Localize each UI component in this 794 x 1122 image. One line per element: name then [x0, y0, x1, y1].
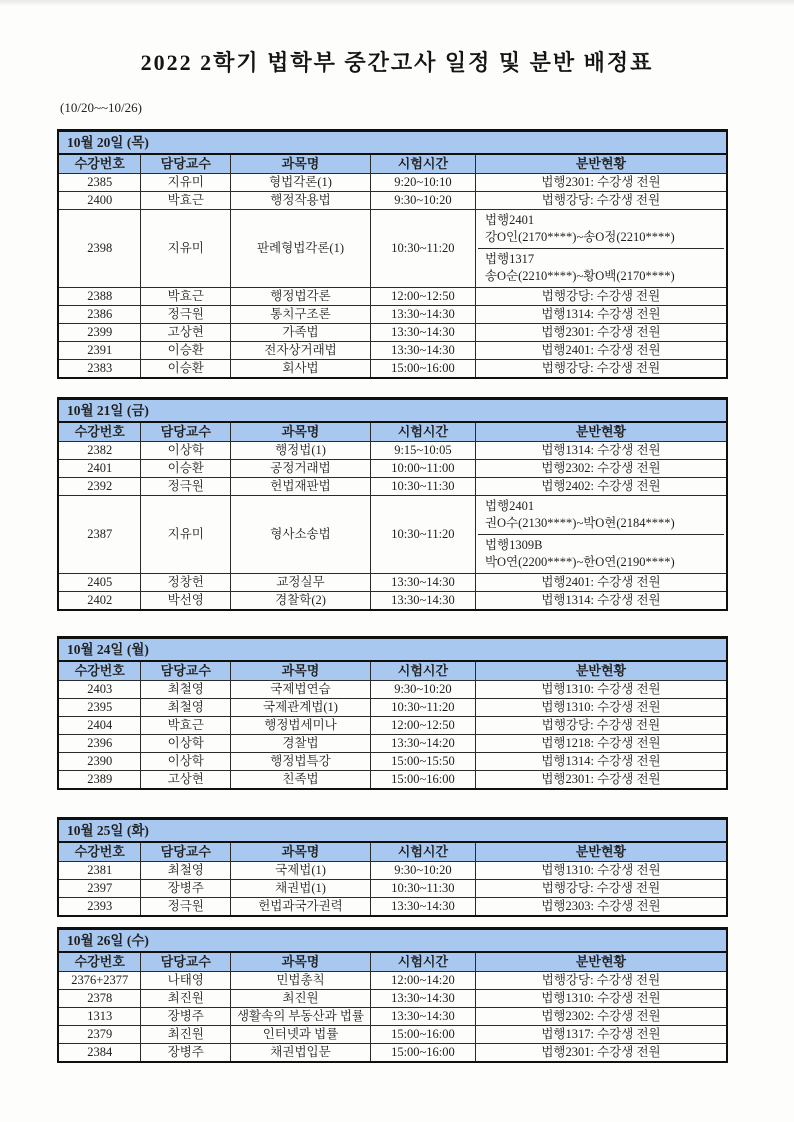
date-label: 10월 24일 (월) — [58, 638, 727, 662]
cell-course-no: 2378 — [58, 990, 141, 1008]
table-row — [58, 990, 727, 1008]
column-header: 담당교수 — [141, 842, 231, 862]
cell-room-status: 법행강당: 수강생 전원 — [475, 972, 727, 990]
cell-professor: 고상현 — [141, 771, 231, 790]
date-label: 10월 21일 (금) — [58, 399, 727, 423]
table-row — [58, 288, 727, 306]
cell-course-no: 2388 — [58, 288, 141, 306]
scan-edge-shading — [0, 0, 794, 6]
cell-room-status: 법행2301: 수강생 전원 — [475, 324, 727, 342]
cell-professor: 최철영 — [141, 862, 231, 880]
cell-room-status-split — [475, 496, 727, 574]
cell-course-no: 1313 — [58, 1008, 141, 1026]
cell-exam-time: 15:00~16:00 — [370, 771, 475, 790]
table-row — [58, 681, 727, 699]
cell-professor: 장병주 — [141, 1008, 231, 1026]
cell-subject: 교정실무 — [231, 574, 371, 592]
table-row — [58, 717, 727, 735]
cell-exam-time: 10:30~11:30 — [370, 880, 475, 898]
cell-subject: 행정법각론 — [231, 288, 371, 306]
table-row — [58, 306, 727, 324]
cell-subject: 행정법(1) — [231, 442, 371, 460]
cell-professor: 이승환 — [141, 460, 231, 478]
cell-course-no: 2396 — [58, 735, 141, 753]
cell-exam-time: 15:00~16:00 — [370, 1026, 475, 1044]
table-row — [58, 880, 727, 898]
exam-table — [57, 817, 728, 917]
cell-exam-time: 10:30~11:20 — [370, 210, 475, 288]
cell-room-status: 법행2302: 수강생 전원 — [475, 460, 727, 478]
cell-exam-time: 13:30~14:30 — [370, 324, 475, 342]
cell-exam-time: 10:00~11:00 — [370, 460, 475, 478]
date-row — [58, 638, 727, 662]
cell-exam-time: 13:30~14:30 — [370, 342, 475, 360]
room-line: 법행1309B — [484, 538, 543, 552]
cell-exam-time: 9:15~10:05 — [370, 442, 475, 460]
exam-table — [57, 927, 728, 1063]
cell-professor: 박효근 — [141, 192, 231, 210]
cell-room-status: 법행1310: 수강생 전원 — [475, 862, 727, 880]
table-row — [58, 753, 727, 771]
column-header: 과목명 — [231, 422, 371, 442]
cell-exam-time: 15:00~15:50 — [370, 753, 475, 771]
cell-professor: 지유미 — [141, 496, 231, 574]
table-row — [58, 460, 727, 478]
column-header: 시험시간 — [370, 154, 475, 174]
column-header: 시험시간 — [370, 422, 475, 442]
cell-course-no: 2400 — [58, 192, 141, 210]
column-header: 분반현황 — [475, 842, 727, 862]
cell-room-status: 법행2301: 수강생 전원 — [475, 1044, 727, 1063]
column-header: 분반현황 — [475, 661, 727, 681]
cell-professor: 고상현 — [141, 324, 231, 342]
cell-exam-time: 15:00~16:00 — [370, 1044, 475, 1063]
cell-subject: 판례형법각론(1) — [231, 210, 371, 288]
cell-exam-time: 9:30~10:20 — [370, 862, 475, 880]
cell-exam-time: 13:30~14:30 — [370, 990, 475, 1008]
room-line: 법행2401 — [484, 213, 535, 227]
cell-subject: 국제법연습 — [231, 681, 371, 699]
column-header-row — [58, 952, 727, 972]
table-row — [58, 898, 727, 917]
cell-professor: 박선영 — [141, 592, 231, 611]
table-row — [58, 574, 727, 592]
cell-room-status: 법행2402: 수강생 전원 — [475, 478, 727, 496]
date-label: 10월 25일 (화) — [58, 819, 727, 843]
cell-course-no: 2381 — [58, 862, 141, 880]
cell-exam-time: 13:30~14:30 — [370, 592, 475, 611]
table-row — [58, 1044, 727, 1063]
cell-exam-time: 10:30~11:20 — [370, 496, 475, 574]
cell-professor: 박효근 — [141, 717, 231, 735]
column-header: 수강번호 — [58, 661, 141, 681]
table-row — [58, 972, 727, 990]
cell-course-no: 2398 — [58, 210, 141, 288]
cell-course-no: 2383 — [58, 360, 141, 379]
cell-professor: 장병주 — [141, 1044, 231, 1063]
cell-subject: 국제관계법(1) — [231, 699, 371, 717]
cell-subject: 인터넷과 법률 — [231, 1026, 371, 1044]
cell-subject: 회사법 — [231, 360, 371, 379]
cell-course-no: 2389 — [58, 771, 141, 790]
cell-exam-time: 13:30~14:20 — [370, 735, 475, 753]
cell-exam-time: 10:30~11:30 — [370, 478, 475, 496]
cell-exam-time: 13:30~14:30 — [370, 574, 475, 592]
cell-course-no: 2382 — [58, 442, 141, 460]
cell-exam-time: 13:30~14:30 — [370, 1008, 475, 1026]
column-header: 분반현황 — [475, 952, 727, 972]
cell-room-status: 법행강당: 수강생 전원 — [475, 880, 727, 898]
cell-room-status: 법행1314: 수강생 전원 — [475, 753, 727, 771]
column-header-row — [58, 661, 727, 681]
room-line: 법행2401 — [484, 499, 535, 513]
cell-subject: 채권법(1) — [231, 880, 371, 898]
table-row — [58, 360, 727, 379]
cell-room-status: 법행1310: 수강생 전원 — [475, 699, 727, 717]
cell-room-status: 법행2301: 수강생 전원 — [475, 771, 727, 790]
cell-course-no: 2405 — [58, 574, 141, 592]
cell-subject: 공정거래법 — [231, 460, 371, 478]
cell-subject: 친족법 — [231, 771, 371, 790]
cell-course-no: 2376+2377 — [58, 972, 141, 990]
table-row — [58, 192, 727, 210]
split-room-block — [478, 248, 724, 287]
cell-exam-time: 9:30~10:20 — [370, 192, 475, 210]
split-room-block — [478, 496, 724, 534]
cell-room-status: 법행1314: 수강생 전원 — [475, 592, 727, 611]
cell-subject: 경찰학(2) — [231, 592, 371, 611]
table-row — [58, 210, 727, 288]
cell-exam-time: 13:30~14:30 — [370, 898, 475, 917]
cell-professor: 정극원 — [141, 478, 231, 496]
cell-professor: 최철영 — [141, 699, 231, 717]
cell-subject: 생활속의 부동산과 법률 — [231, 1008, 371, 1026]
table-row — [58, 496, 727, 574]
cell-room-status-split — [475, 210, 727, 288]
cell-course-no: 2403 — [58, 681, 141, 699]
cell-professor: 정극원 — [141, 898, 231, 917]
cell-subject: 행정법특강 — [231, 753, 371, 771]
exam-table — [57, 129, 728, 379]
column-header: 시험시간 — [370, 842, 475, 862]
table-row — [58, 862, 727, 880]
column-header: 과목명 — [231, 661, 371, 681]
cell-professor: 이승환 — [141, 360, 231, 379]
cell-course-no: 2390 — [58, 753, 141, 771]
cell-room-status: 법행2401: 수강생 전원 — [475, 574, 727, 592]
cell-subject: 최진원 — [231, 990, 371, 1008]
cell-subject: 민법총칙 — [231, 972, 371, 990]
column-header: 분반현황 — [475, 422, 727, 442]
column-header: 수강번호 — [58, 154, 141, 174]
cell-room-status: 법행2401: 수강생 전원 — [475, 342, 727, 360]
cell-room-status: 법행강당: 수강생 전원 — [475, 192, 727, 210]
column-header: 담당교수 — [141, 154, 231, 174]
exam-table — [57, 636, 728, 790]
cell-course-no: 2384 — [58, 1044, 141, 1063]
column-header: 시험시간 — [370, 661, 475, 681]
table-row — [58, 442, 727, 460]
cell-exam-time: 12:00~12:50 — [370, 717, 475, 735]
cell-exam-time: 10:30~11:20 — [370, 699, 475, 717]
cell-subject: 국제법(1) — [231, 862, 371, 880]
column-header: 담당교수 — [141, 422, 231, 442]
date-range-note: (10/20~~10/26) — [60, 100, 142, 115]
cell-professor: 정창헌 — [141, 574, 231, 592]
cell-room-status: 법행1314: 수강생 전원 — [475, 306, 727, 324]
cell-course-no: 2401 — [58, 460, 141, 478]
cell-subject: 채권법입문 — [231, 1044, 371, 1063]
cell-room-status: 법행강당: 수강생 전원 — [475, 288, 727, 306]
cell-course-no: 2391 — [58, 342, 141, 360]
cell-subject: 행정작용법 — [231, 192, 371, 210]
student-range-line: 박O연(2200****)~한O연(2190****) — [484, 555, 675, 569]
cell-room-status: 법행1218: 수강생 전원 — [475, 735, 727, 753]
cell-professor: 최진원 — [141, 1026, 231, 1044]
cell-course-no: 2392 — [58, 478, 141, 496]
cell-course-no: 2402 — [58, 592, 141, 611]
table-row — [58, 1008, 727, 1026]
table-row — [58, 771, 727, 790]
date-row — [58, 929, 727, 953]
table-row — [58, 174, 727, 192]
cell-professor: 나태영 — [141, 972, 231, 990]
column-header: 과목명 — [231, 842, 371, 862]
cell-room-status: 법행1314: 수강생 전원 — [475, 442, 727, 460]
cell-room-status: 법행1310: 수강생 전원 — [475, 990, 727, 1008]
cell-subject: 형사소송법 — [231, 496, 371, 574]
cell-room-status: 법행1317: 수강생 전원 — [475, 1026, 727, 1044]
cell-professor: 이상학 — [141, 442, 231, 460]
cell-professor: 지유미 — [141, 174, 231, 192]
date-row — [58, 131, 727, 155]
column-header: 시험시간 — [370, 952, 475, 972]
table-row — [58, 592, 727, 611]
cell-exam-time: 12:00~12:50 — [370, 288, 475, 306]
cell-course-no: 2395 — [58, 699, 141, 717]
cell-course-no: 2404 — [58, 717, 141, 735]
column-header: 수강번호 — [58, 842, 141, 862]
cell-professor: 이승환 — [141, 342, 231, 360]
cell-course-no: 2387 — [58, 496, 141, 574]
cell-exam-time: 9:20~10:10 — [370, 174, 475, 192]
cell-room-status: 법행강당: 수강생 전원 — [475, 717, 727, 735]
cell-course-no: 2397 — [58, 880, 141, 898]
room-line: 법행1317 — [484, 252, 535, 266]
table-row — [58, 478, 727, 496]
column-header: 담당교수 — [141, 661, 231, 681]
cell-subject: 형법각론(1) — [231, 174, 371, 192]
column-header-row — [58, 422, 727, 442]
date-label: 10월 20일 (목) — [58, 131, 727, 155]
cell-professor: 최진원 — [141, 990, 231, 1008]
cell-exam-time: 9:30~10:20 — [370, 681, 475, 699]
column-header: 과목명 — [231, 952, 371, 972]
split-room-block — [478, 534, 724, 573]
table-row — [58, 735, 727, 753]
cell-subject: 가족법 — [231, 324, 371, 342]
cell-course-no: 2399 — [58, 324, 141, 342]
exam-table — [57, 397, 728, 611]
cell-course-no: 2385 — [58, 174, 141, 192]
cell-professor: 박효근 — [141, 288, 231, 306]
cell-subject: 전자상거래법 — [231, 342, 371, 360]
cell-professor: 최철영 — [141, 681, 231, 699]
column-header: 수강번호 — [58, 952, 141, 972]
cell-room-status: 법행1310: 수강생 전원 — [475, 681, 727, 699]
date-row — [58, 819, 727, 843]
cell-course-no: 2379 — [58, 1026, 141, 1044]
cell-room-status: 법행2302: 수강생 전원 — [475, 1008, 727, 1026]
split-room-block — [478, 210, 724, 248]
column-header-row — [58, 154, 727, 174]
cell-professor: 정극원 — [141, 306, 231, 324]
page-title: 2022 2학기 법학부 중간고사 일정 및 분반 배정표 — [140, 50, 654, 75]
cell-professor: 이상학 — [141, 753, 231, 771]
column-header: 분반현황 — [475, 154, 727, 174]
table-row — [58, 342, 727, 360]
column-header: 수강번호 — [58, 422, 141, 442]
cell-room-status: 법행2303: 수강생 전원 — [475, 898, 727, 917]
table-row — [58, 1026, 727, 1044]
date-row — [58, 399, 727, 423]
cell-course-no: 2386 — [58, 306, 141, 324]
cell-exam-time: 12:00~14:20 — [370, 972, 475, 990]
student-range-line: 송O순(2210****)~황O백(2170****) — [484, 269, 675, 283]
column-header: 담당교수 — [141, 952, 231, 972]
cell-subject: 행정법세미나 — [231, 717, 371, 735]
column-header: 과목명 — [231, 154, 371, 174]
cell-exam-time: 13:30~14:30 — [370, 306, 475, 324]
cell-subject: 경찰법 — [231, 735, 371, 753]
cell-professor: 지유미 — [141, 210, 231, 288]
cell-subject: 헌법재판법 — [231, 478, 371, 496]
student-range-line: 권O수(2130****)~박O현(2184****) — [484, 516, 675, 530]
cell-professor: 장병주 — [141, 880, 231, 898]
cell-exam-time: 15:00~16:00 — [370, 360, 475, 379]
cell-professor: 이상학 — [141, 735, 231, 753]
cell-room-status: 법행2301: 수강생 전원 — [475, 174, 727, 192]
date-label: 10월 26일 (수) — [58, 929, 727, 953]
cell-subject: 헌법과국가권력 — [231, 898, 371, 917]
cell-room-status: 법행강당: 수강생 전원 — [475, 360, 727, 379]
table-row — [58, 324, 727, 342]
table-row — [58, 699, 727, 717]
cell-subject: 통치구조론 — [231, 306, 371, 324]
column-header-row — [58, 842, 727, 862]
student-range-line: 강O인(2170****)~송O정(2210****) — [484, 230, 675, 244]
cell-course-no: 2393 — [58, 898, 141, 917]
